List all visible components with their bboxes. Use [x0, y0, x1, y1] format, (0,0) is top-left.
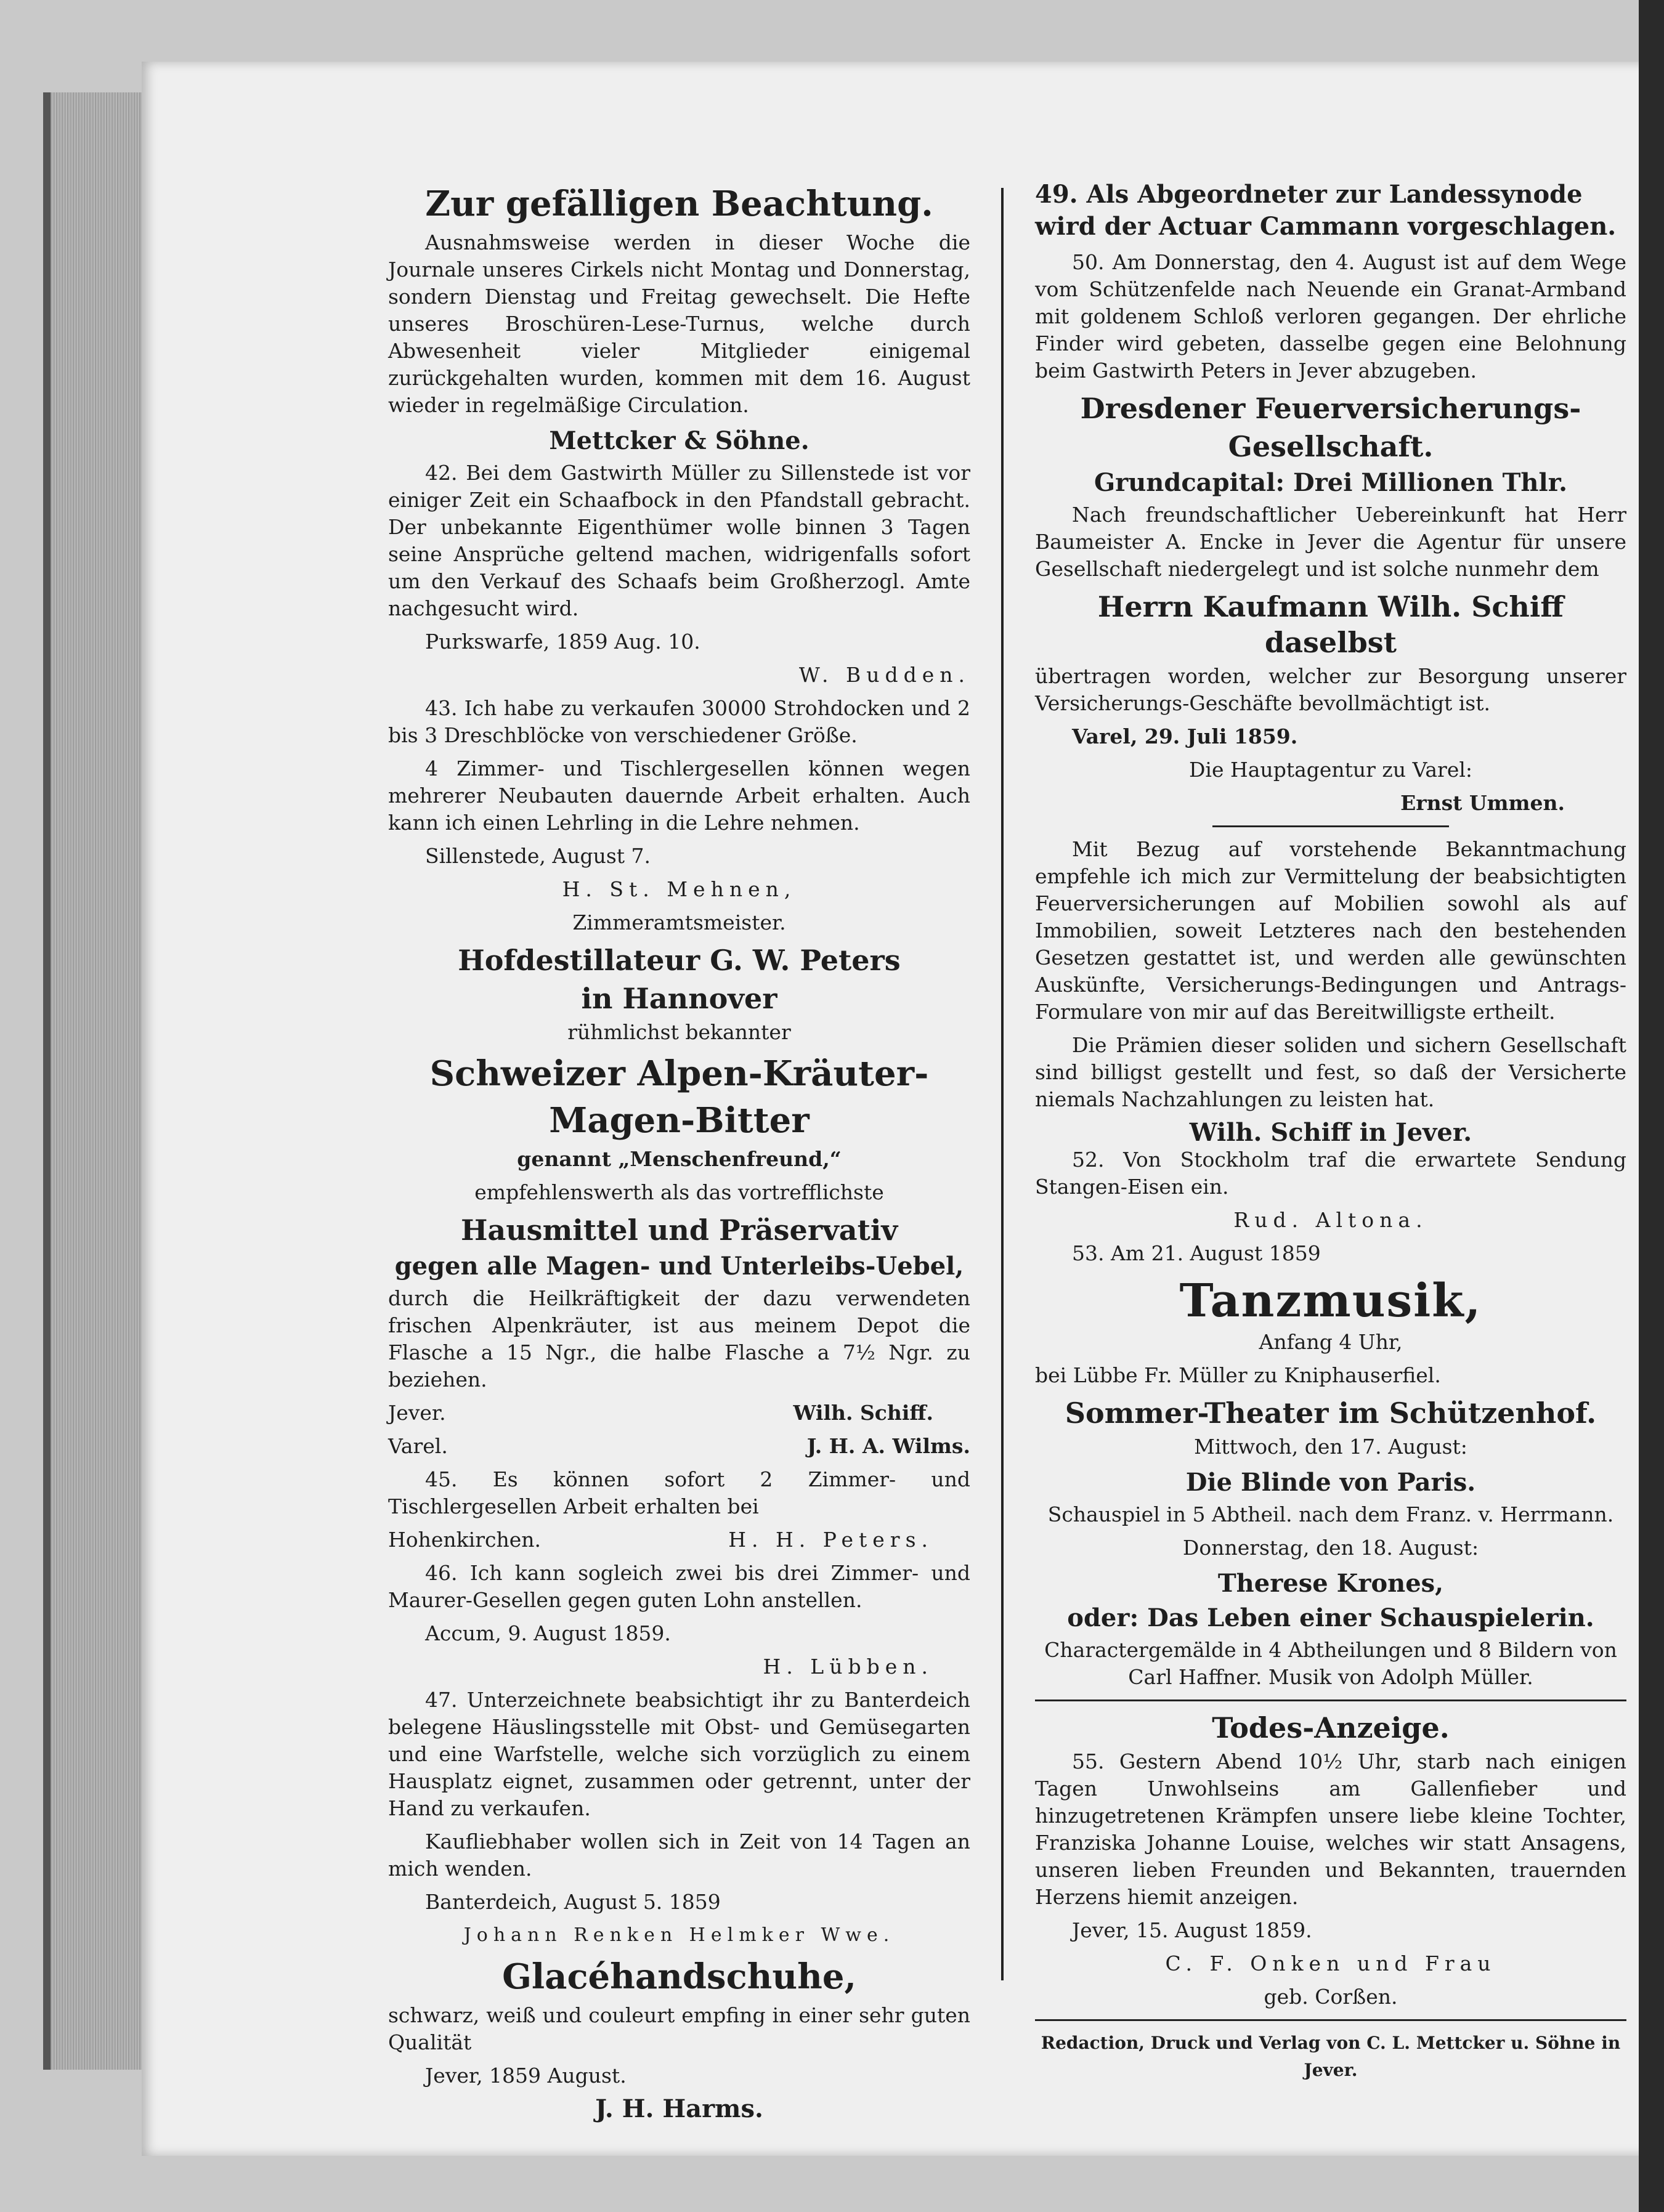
ad-42-text: 42. Bei dem Gastwirth Müller zu Sillenstede ist vor einiger Zeit ein Schaafbock in den Pfandstall gebracht. Der unbekannte Eigenthümer wolle binnen 3 Tagen seine Ansprüche geltend machen, widrigenfalls sofort um den Verkauf des Schaafs beim Großherzogl. Amte nachgesucht wird. — [388, 461, 970, 620]
ad-45-row — [388, 1526, 970, 1554]
tanzmusik-line-2: bei Lübbe Fr. Müller zu Kniphauserfiel. — [1035, 1363, 1441, 1387]
notice-text: Ausnahmsweise werden in dieser Woche die Journale unseres Cirkels nicht Montag und Donnerstag, sondern Dienstag und Freitag gewechselt. Die Hefte unseres Broschüren-Lese-Turnus, welche durch Abwesenheit vieler Mitglieder einigemal zurückgehalten wurden, kommen mit dem 16. August wieder in regelmäßige Circulation. — [388, 230, 970, 417]
ad-52-signature: Rud. Altona. — [1233, 1208, 1428, 1232]
ad-45-signature: H. H. Peters. — [728, 1528, 933, 1552]
peters-jever-row — [388, 1400, 970, 1427]
peters-headline: Hofdestillateur G. W. Peters — [458, 944, 901, 977]
theater-line-3: Donnerstag, den 18. August: — [1182, 1536, 1479, 1560]
ad-46-signature: H. Lübben. — [763, 1655, 933, 1679]
left-column — [388, 179, 970, 2123]
book-page-edges — [43, 92, 149, 2070]
ad-45-text: 45. Es können sofort 2 Zimmer- und Tischlergesellen Arbeit erhalten bei — [388, 1467, 970, 1518]
notice-title: Zur gefälligen Beachtung. — [425, 184, 933, 224]
next-page-edge — [1639, 0, 1664, 2212]
dresden-capital: Grundcapital: Drei Millionen Thlr. — [1094, 468, 1568, 497]
peters-line-3: empfehlenswerth als das vortrefflichste — [474, 1180, 884, 1204]
peters-line-1: rühmlichst bekannter — [567, 1020, 791, 1044]
ad-43-text: 43. Ich habe zu verkaufen 30000 Strohdocken und 2 bis 3 Dreschblöcke von verschiedener Größe. — [388, 696, 970, 747]
schiff-text-2: Die Prämien dieser soliden und sichern Gesellschaft sind billigst gestellt und fest, so daß der Versicherte niemals Nachzahlungen zu leisten hat. — [1035, 1033, 1626, 1111]
peters-varel-signature: J. H. A. Wilms. — [806, 1434, 970, 1458]
dresden-title-2: Gesellschaft. — [1228, 430, 1434, 463]
peters-product-2: Magen-Bitter — [549, 1100, 810, 1141]
dresden-text: Nach freundschaftlicher Uebereinkunft hat Herr Baumeister A. Encke in Jever die Agentur für unsere Gesellschaft niedergelegt und ist solche nunmehr dem — [1035, 503, 1626, 581]
death-place: Jever, 15. August 1859. — [1072, 1918, 1312, 1942]
right-column — [1035, 179, 1626, 2084]
separator — [1035, 1700, 1626, 1701]
theater-line-1: Mittwoch, den 17. August: — [1194, 1435, 1467, 1459]
notice-signature: Mettcker & Söhne. — [549, 426, 810, 455]
death-text: 55. Gestern Abend 10½ Uhr, starb nach einigen Tagen Unwohlseins am Gallenfieber und hinzugetretenen Krämpfen unsere liebe kleine Tochter, Franziska Johanne Louise, welches wir statt Ansagens, unseren lieben Freunden und Bekannten, trauernden Herzens hiemit anzeigen. — [1035, 1749, 1626, 1909]
death-signature-2: geb. Corßen. — [1264, 1985, 1398, 2009]
ad-46-place: Accum, 9. August 1859. — [425, 1621, 671, 1645]
peters-product: Schweizer Alpen-Kräuter- — [429, 1053, 929, 1094]
peters-ailments: gegen alle Magen- und Unterleibs-Uebel, — [394, 1252, 964, 1281]
ad-43-place: Sillenstede, August 7. — [425, 844, 651, 868]
glace-signature: J. H. Harms. — [595, 2094, 763, 2123]
death-signature-1: C. F. Onken und Frau — [1165, 1951, 1496, 1975]
theater-title: Sommer-Theater im Schützenhof. — [1065, 1396, 1597, 1430]
peters-line-2: genannt „Menschenfreund,“ — [517, 1147, 842, 1171]
ad-47-text: 47. Unterzeichnete beabsichtigt ihr zu Banterdeich belegene Häuslingsstelle mit Obst- und Gemüsegarten und eine Warfstelle, welche sich vorzüglich zu einem Hausplatz eignet, zusammen oder getrennt, unter der Hand zu verkaufen. — [388, 1688, 970, 1820]
schiff-text: Mit Bezug auf vorstehende Bekanntmachung empfehle ich mich zur Vermittelung der beabsichtigten Feuerversicherungen auf Mobilien sowohl als auf Immobilien, soweit Letzteres nach den bestehenden Gesetzen gestattet ist, und werden alle gewünschten Auskünfte, Versicherungs-Bedingungen und Antrags-Formulare von mir auf das Bereitwilligste ertheilt. — [1035, 837, 1626, 1024]
peters-varel: Varel. — [388, 1434, 448, 1458]
theater-play-2-subtitle: oder: Das Leben einer Schauspielerin. — [1067, 1603, 1594, 1632]
peters-jever: Jever. — [388, 1401, 446, 1425]
ad-49-text: 49. Als Abgeordneter zur Landessynode wird der Actuar Cammann vorgeschlagen. — [1035, 180, 1617, 241]
death-title: Todes-Anzeige. — [1212, 1711, 1450, 1744]
ad-43-text-2: 4 Zimmer- und Tischlergesellen können wegen mehrerer Neubauten dauernde Arbeit erhalten. Auch kann ich einen Lehrling in die Lehre nehmen. — [388, 756, 970, 835]
tanzmusik-line-1: Anfang 4 Uhr, — [1259, 1330, 1403, 1354]
ad-43-signature-title: Zimmeramtsmeister. — [572, 910, 786, 934]
ad-47-text-2: Kaufliebhaber wollen sich in Zeit von 14 Tagen an mich wenden. — [388, 1829, 970, 1881]
theater-play-2: Therese Krones, — [1217, 1569, 1444, 1598]
separator — [1035, 2019, 1626, 2021]
ad-45-place: Hohenkirchen. — [388, 1528, 542, 1552]
column-divider — [1001, 188, 1004, 1980]
dresden-title: Dresdener Feuerversicherungs- — [1080, 392, 1581, 425]
ad-53-text: 53. Am 21. August 1859 — [1072, 1241, 1321, 1265]
ad-47-signature: Johann Renken Helmker Wwe. — [463, 1924, 895, 1946]
separator — [1212, 825, 1449, 827]
peters-text: durch die Heilkräftigkeit der dazu verwendeten frischen Alpenkräuter, ist aus meinem Depot die Flasche a 15 Ngr., die halbe Flasche a 7½ Ngr. zu beziehen. — [388, 1286, 970, 1392]
ad-52-text: 52. Von Stockholm traf die erwartete Sendung Stangen-Eisen ein. — [1035, 1148, 1626, 1199]
peters-varel-row — [388, 1433, 970, 1460]
dresden-agent: Herrn Kaufmann Wilh. Schiff daselbst — [1097, 590, 1564, 659]
schiff-signature: Wilh. Schiff in Jever. — [1189, 1118, 1472, 1147]
dresden-place: Varel, 29. Juli 1859. — [1072, 724, 1298, 748]
theater-line-4: Charactergemälde in 4 Abtheilungen und 8 Bildern von Carl Haffner. Musik von Adolph Müller. — [1044, 1638, 1617, 1689]
ad-42-signature: W. Budden. — [798, 663, 970, 687]
ad-42-place: Purkswarfe, 1859 Aug. 10. — [425, 630, 700, 654]
imprint-footer: Redaction, Druck und Verlag von C. L. Mettcker u. Söhne in Jever. — [1041, 2033, 1621, 2080]
glace-text: schwarz, weiß und couleurt empfing in einer sehr guten Qualität — [388, 2003, 970, 2054]
ad-50-text: 50. Am Donnerstag, den 4. August ist auf dem Wege vom Schützenfelde nach Neuende ein Granat-Armband mit goldenem Schloß verloren gegangen. Der ehrliche Finder wird gebeten, dasselbe gegen eine Belohnung beim Gastwirth Peters in Jever abzugeben. — [1035, 250, 1626, 383]
peters-jever-signature: Wilh. Schiff. — [793, 1401, 933, 1425]
glace-title: Glacéhandschuhe, — [502, 1956, 856, 1997]
ad-43-signature: H. St. Mehnen, — [562, 877, 797, 901]
peters-city: in Hannover — [581, 982, 777, 1015]
ad-46-text: 46. Ich kann sogleich zwei bis drei Zimmer- und Maurer-Gesellen gegen guten Lohn anstellen. — [388, 1561, 970, 1612]
dresden-signature-1: Die Hauptagentur zu Varel: — [1188, 758, 1473, 782]
dresden-signature-2: Ernst Ummen. — [1400, 791, 1565, 815]
ad-47-place: Banterdeich, August 5. 1859 — [425, 1890, 721, 1914]
theater-play-1: Die Blinde von Paris. — [1185, 1468, 1476, 1497]
peters-remedy: Hausmittel und Präservativ — [460, 1213, 898, 1247]
tanzmusik-title: Tanzmusik, — [1179, 1274, 1482, 1327]
dresden-text-2: übertragen worden, welcher zur Besorgung unserer Versicherungs-Geschäfte bevollmächtigt ist. — [1035, 664, 1626, 715]
glace-place: Jever, 1859 August. — [425, 2064, 627, 2088]
theater-line-2: Schauspiel in 5 Abtheil. nach dem Franz. v. Herrmann. — [1047, 1502, 1614, 1526]
